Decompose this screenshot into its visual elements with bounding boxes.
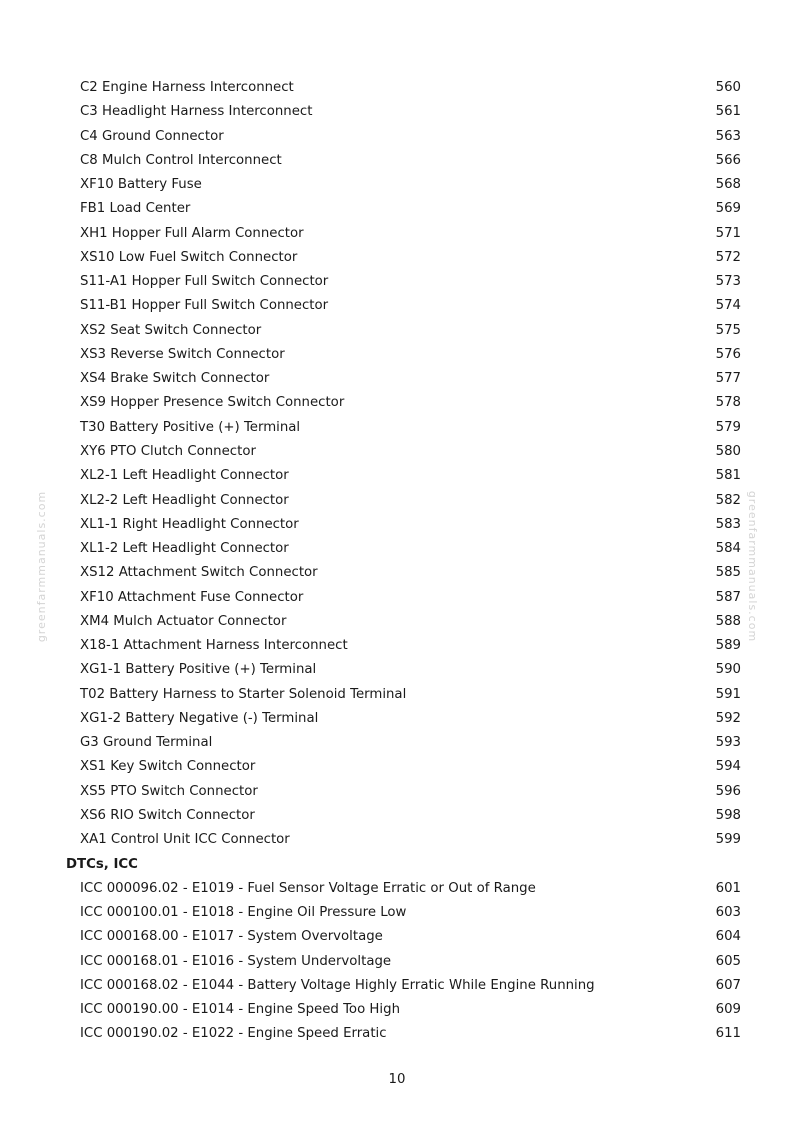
toc-entry-title: XS3 Reverse Switch Connector	[80, 346, 285, 362]
toc-entry-page-number: 583	[715, 516, 741, 532]
toc-entry[interactable]	[0, 731, 794, 755]
toc-entry-page-number: 582	[715, 492, 741, 508]
toc-entry-page-number: 572	[715, 249, 741, 265]
toc-entry[interactable]	[0, 1022, 794, 1046]
toc-entry[interactable]	[0, 537, 794, 561]
toc-entry-title: XF10 Attachment Fuse Connector	[80, 589, 304, 605]
toc-entry[interactable]	[0, 464, 794, 488]
toc-entry-title: XL2-1 Left Headlight Connector	[80, 468, 289, 484]
toc-entry-title: ICC 000168.00 - E1017 - System Overvoltage	[80, 929, 383, 945]
toc-entry[interactable]	[0, 683, 794, 707]
toc-entry[interactable]	[0, 197, 794, 221]
toc-entry-page-number: 605	[715, 953, 741, 969]
toc-entry[interactable]	[0, 149, 794, 173]
toc-entry[interactable]	[0, 343, 794, 367]
toc-entry[interactable]	[0, 707, 794, 731]
toc-entry-title: C8 Mulch Control Interconnect	[80, 152, 282, 168]
toc-entry-title: XS12 Attachment Switch Connector	[80, 565, 318, 581]
toc-entry-page-number: 593	[715, 735, 741, 751]
table-of-contents	[0, 76, 794, 1047]
toc-entry-title: XA1 Control Unit ICC Connector	[80, 832, 290, 848]
toc-entry[interactable]	[0, 634, 794, 658]
toc-entry-title: ICC 000100.01 - E1018 - Engine Oil Pressure Low	[80, 905, 407, 921]
toc-entry-page-number: 574	[715, 298, 741, 314]
toc-entry[interactable]	[0, 586, 794, 610]
toc-entry[interactable]	[0, 804, 794, 828]
toc-entry-title: XG1-2 Battery Negative (-) Terminal	[80, 710, 319, 726]
toc-entry[interactable]	[0, 974, 794, 998]
toc-entry-page-number: 575	[715, 322, 741, 338]
toc-entry[interactable]	[0, 173, 794, 197]
toc-entry[interactable]	[0, 561, 794, 585]
section-heading-title: DTCs, ICC	[66, 856, 138, 872]
toc-entry-page-number: 594	[715, 759, 741, 775]
toc-entry[interactable]	[0, 610, 794, 634]
toc-entry[interactable]	[0, 270, 794, 294]
toc-entry-title: T02 Battery Harness to Starter Solenoid Terminal	[80, 686, 407, 702]
toc-entry-title: XS10 Low Fuel Switch Connector	[80, 249, 298, 265]
toc-entry-page-number: 569	[715, 201, 741, 217]
toc-entry-page-number: 609	[715, 1002, 741, 1018]
toc-entry-title: T30 Battery Positive (+) Terminal	[80, 419, 301, 435]
toc-entry-page-number: 580	[715, 443, 741, 459]
toc-entry[interactable]	[0, 998, 794, 1022]
toc-entry-page-number: 590	[715, 662, 741, 678]
toc-entry[interactable]	[0, 780, 794, 804]
toc-entry-title: XY6 PTO Clutch Connector	[80, 443, 256, 459]
toc-entry[interactable]	[0, 100, 794, 124]
toc-entry-title: C4 Ground Connector	[80, 128, 224, 144]
toc-entry-title: XG1-1 Battery Positive (+) Terminal	[80, 662, 317, 678]
toc-entry-title: XF10 Battery Fuse	[80, 177, 202, 193]
toc-entry[interactable]	[0, 125, 794, 149]
toc-entry-page-number: 573	[715, 274, 741, 290]
toc-entry-title: C3 Headlight Harness Interconnect	[80, 104, 313, 120]
toc-entry-title: ICC 000096.02 - E1019 - Fuel Sensor Voltage Erratic or Out of Range	[80, 880, 536, 896]
toc-entry-page-number: 589	[715, 638, 741, 654]
toc-entry[interactable]	[0, 925, 794, 949]
toc-entry-page-number: 578	[715, 395, 741, 411]
toc-entry-page-number: 576	[715, 346, 741, 362]
watermark-right: greenfarmmanuals.com	[745, 490, 759, 643]
toc-entry-title: ICC 000190.00 - E1014 - Engine Speed Too High	[80, 1002, 400, 1018]
toc-entry[interactable]	[0, 76, 794, 100]
toc-entry-title: ICC 000190.02 - E1022 - Engine Speed Erratic	[80, 1026, 387, 1042]
toc-entry[interactable]	[0, 513, 794, 537]
toc-entry-page-number: 581	[715, 468, 741, 484]
toc-entry-title: XS1 Key Switch Connector	[80, 759, 256, 775]
toc-entry-page-number: 591	[715, 686, 741, 702]
toc-entry[interactable]	[0, 391, 794, 415]
toc-entry-page-number: 599	[715, 832, 741, 848]
toc-entry-page-number: 604	[715, 929, 741, 945]
toc-entry[interactable]	[0, 319, 794, 343]
watermark-left: greenfarmmanuals.com	[35, 490, 49, 643]
toc-entry-title: XS5 PTO Switch Connector	[80, 783, 258, 799]
toc-entry[interactable]	[0, 901, 794, 925]
toc-entry[interactable]	[0, 440, 794, 464]
toc-entry[interactable]	[0, 416, 794, 440]
toc-entry-page-number: 568	[715, 177, 741, 193]
toc-entry[interactable]	[0, 658, 794, 682]
toc-entry-title: X18-1 Attachment Harness Interconnect	[80, 638, 348, 654]
toc-entry-title: ICC 000168.02 - E1044 - Battery Voltage Highly Erratic While Engine Running	[80, 977, 595, 993]
toc-entry-title: G3 Ground Terminal	[80, 735, 213, 751]
toc-entry[interactable]	[0, 828, 794, 852]
toc-entry-title: XS4 Brake Switch Connector	[80, 371, 270, 387]
toc-entry-page-number: 584	[715, 541, 741, 557]
toc-entry-page-number: 596	[715, 783, 741, 799]
toc-entry[interactable]	[0, 294, 794, 318]
toc-entry[interactable]	[0, 950, 794, 974]
toc-section-heading	[0, 853, 794, 877]
toc-entry-title: XL2-2 Left Headlight Connector	[80, 492, 289, 508]
toc-entry[interactable]	[0, 222, 794, 246]
toc-entry-title: XS6 RIO Switch Connector	[80, 807, 255, 823]
toc-entry-title: XL1-1 Right Headlight Connector	[80, 516, 299, 532]
toc-entry-page-number: 587	[715, 589, 741, 605]
toc-entry-page-number: 607	[715, 977, 741, 993]
toc-entry-page-number: 603	[715, 905, 741, 921]
toc-entry-title: XM4 Mulch Actuator Connector	[80, 613, 287, 629]
toc-entry-title: FB1 Load Center	[80, 201, 191, 217]
toc-entry-page-number: 561	[715, 104, 741, 120]
toc-entry[interactable]	[0, 246, 794, 270]
toc-entry-title: XS9 Hopper Presence Switch Connector	[80, 395, 345, 411]
toc-entry-page-number: 585	[715, 565, 741, 581]
toc-entry-page-number: 571	[715, 225, 741, 241]
toc-entry-page-number: 598	[715, 807, 741, 823]
toc-entry[interactable]	[0, 755, 794, 779]
toc-entry-title: S11-B1 Hopper Full Switch Connector	[80, 298, 329, 314]
toc-entry-page-number: 560	[715, 80, 741, 95]
toc-entry-page-number: 566	[715, 152, 741, 168]
toc-entry-page-number: 592	[715, 710, 741, 726]
toc-entry-page-number: 611	[715, 1026, 741, 1042]
toc-entry-page-number: 563	[715, 128, 741, 144]
page-number: 10	[388, 1072, 406, 1087]
toc-entry-page-number: 601	[715, 880, 741, 896]
toc-entry-title: S11-A1 Hopper Full Switch Connector	[80, 274, 329, 290]
toc-entry[interactable]	[0, 367, 794, 391]
toc-entry-page-number: 588	[715, 613, 741, 629]
toc-entry-page-number: 579	[715, 419, 741, 435]
toc-entry-title: C2 Engine Harness Interconnect	[80, 80, 294, 95]
toc-entry[interactable]	[0, 877, 794, 901]
toc-entry-title: ICC 000168.01 - E1016 - System Undervoltage	[80, 953, 392, 969]
toc-entry-title: XL1-2 Left Headlight Connector	[80, 541, 289, 557]
toc-entry-title: XH1 Hopper Full Alarm Connector	[80, 225, 304, 241]
toc-entry-page-number: 577	[715, 371, 741, 387]
toc-entry[interactable]	[0, 489, 794, 513]
toc-entry-title: XS2 Seat Switch Connector	[80, 322, 262, 338]
